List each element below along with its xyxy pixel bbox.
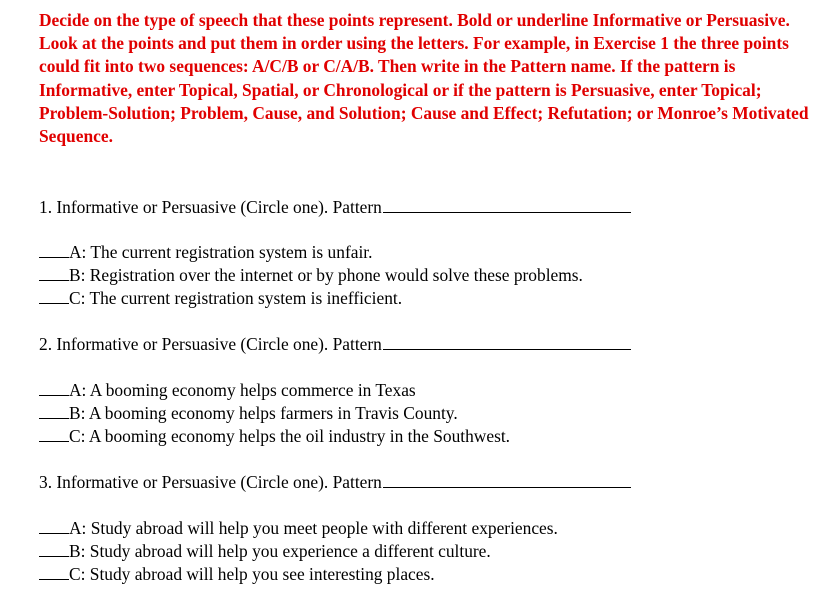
exercise-3-item-b	[39, 540, 491, 563]
exercise-3-heading-text: 3. Informative or Persuasive (Circle one). Pattern	[39, 472, 382, 492]
exercise-1-item-c-blank[interactable]	[39, 287, 69, 304]
exercise-2-item-a-blank[interactable]	[39, 379, 69, 396]
exercise-3-heading	[39, 471, 631, 494]
exercise-3-item-c-text: C: Study abroad will help you see interesting places.	[69, 564, 435, 584]
exercise-1-heading	[39, 196, 631, 219]
exercise-1-pattern-blank[interactable]	[383, 196, 631, 213]
exercise-1-item-a	[39, 241, 372, 264]
instructions-paragraph: Decide on the type of speech that these points represent. Bold or underline Informative or Persuasive. Look at the points and put them in order using the letters. For example, in Exercise 1 the three points could fit into two sequences: A/C/B or C/A/B. Then write in the Pattern name. If the pattern is Informative, enter Topical, Spatial, or Chronological or if the pattern is Persuasive, enter Topical; Problem-Solution; Problem, Cause, and Solution; Cause and Effect; Refutation; or Monroe’s Motivated Sequence.	[39, 10, 809, 147]
exercise-2-pattern-blank[interactable]	[383, 333, 631, 350]
exercise-2-item-c	[39, 425, 510, 448]
exercise-2-item-b-text: B: A booming economy helps farmers in Travis County.	[69, 403, 458, 423]
exercise-3-pattern-blank[interactable]	[383, 471, 631, 488]
exercise-1-item-a-blank[interactable]	[39, 241, 69, 258]
exercise-1-item-c	[39, 287, 402, 310]
exercise-1-item-c-text: C: The current registration system is inefficient.	[69, 288, 403, 308]
exercise-3-item-b-text: B: Study abroad will help you experience a different culture.	[69, 541, 491, 561]
exercise-3-item-c-blank[interactable]	[39, 563, 69, 580]
exercise-1-item-b-text: B: Registration over the internet or by phone would solve these problems.	[69, 265, 583, 285]
exercise-2-item-a-text: A: A booming economy helps commerce in Texas	[69, 380, 416, 400]
exercise-1-item-a-text: A: The current registration system is unfair.	[69, 242, 373, 262]
exercise-2-item-b-blank[interactable]	[39, 402, 69, 419]
exercise-1-heading-text: 1. Informative or Persuasive (Circle one). Pattern	[39, 197, 382, 217]
exercise-3-item-c	[39, 563, 435, 586]
exercise-2-item-c-text: C: A booming economy helps the oil industry in the Southwest.	[69, 426, 511, 446]
exercise-1-item-b-blank[interactable]	[39, 264, 69, 281]
exercise-2-item-c-blank[interactable]	[39, 425, 69, 442]
exercise-2-item-a	[39, 379, 416, 402]
exercise-2-heading-text: 2. Informative or Persuasive (Circle one). Pattern	[39, 334, 382, 354]
exercise-3-item-a-text: A: Study abroad will help you meet people with different experiences.	[69, 518, 558, 538]
exercise-3-item-a	[39, 517, 558, 540]
exercise-3-item-b-blank[interactable]	[39, 540, 69, 557]
exercise-3-item-a-blank[interactable]	[39, 517, 69, 534]
exercise-2-item-b	[39, 402, 458, 425]
exercise-1-item-b	[39, 264, 583, 287]
exercise-2-heading	[39, 333, 631, 356]
